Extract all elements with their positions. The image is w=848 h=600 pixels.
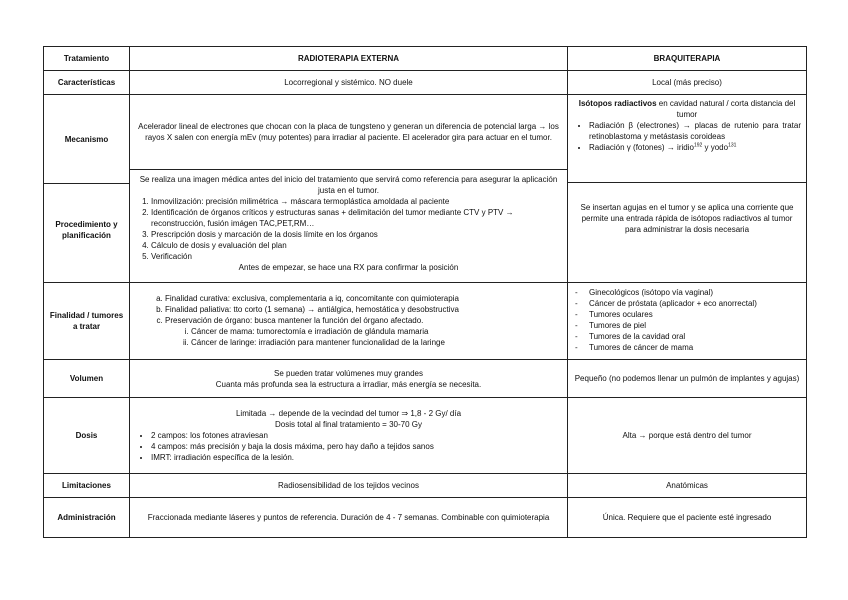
- dosis-list: [135, 430, 562, 463]
- row-volumen: [44, 360, 807, 398]
- tumor-item: - Tumores de la cavidad oral: [575, 331, 801, 342]
- finalidad-subitem: i. Cáncer de mama: tumorectomía e irradiación de glándula mamaria: [191, 326, 562, 337]
- comparison-table: [43, 46, 807, 538]
- header-braquiterapia: BRAQUITERAPIA: [568, 47, 807, 71]
- tumor-item: - Ginecológicos (isótopo vía vaginal): [575, 287, 801, 298]
- row-labels-mecanismo-procedimiento: [44, 95, 130, 283]
- finalidad-item: [165, 315, 562, 348]
- radiacion-beta: • Radiación β (electrones) → placas de rutenio para tratar retinoblastoma y metástasis coroideas: [589, 120, 801, 142]
- finalidad-subitem: ii. Cáncer de laringe: irradiación para mantener funcionalidad de la laringe: [191, 337, 562, 348]
- limitaciones-externa: Radiosensibilidad de los tejidos vecinos: [130, 474, 568, 498]
- procedimiento-step: 1. Inmovilización: precisión milimétrica → máscara termoplástica amoldada al paciente: [151, 196, 562, 207]
- procedimiento-intro: Se realiza una imagen médica antes del inicio del tratamiento que servirá como referencia para asegurar la aplicación justa en el tumor.: [139, 175, 558, 195]
- volumen-externa: [130, 360, 568, 398]
- procedimiento-braqui: Se insertan agujas en el tumor y se aplica una corriente que permite una entrada rápida de isótopos radiactivos al tumor para administrar la dosis necesaria: [580, 202, 794, 234]
- row-label-volumen: Volumen: [44, 360, 130, 398]
- row-dosis: [44, 398, 807, 474]
- procedimiento-steps: [135, 196, 562, 262]
- radiacion-gamma-text: Radiación γ (fotones) → iridio: [589, 143, 694, 152]
- caracteristicas-braqui: Local (más preciso): [568, 71, 807, 95]
- dosis-line-1: Limitada → depende de la vecindad del tumor ⇒ 1,8 - 2 Gy/ día: [235, 409, 462, 418]
- volumen-braqui: Pequeño (no podemos llenar un pulmón de implantes y agujas): [568, 360, 807, 398]
- mecanismo-braqui-list: [573, 120, 801, 153]
- procedimiento-outro: Antes de empezar, se hace una RX para confirmar la posición: [238, 263, 459, 272]
- administracion-braqui: Única. Requiere que el paciente esté ingresado: [568, 498, 807, 538]
- tumor-item: - Tumores oculares: [575, 309, 801, 320]
- row-finalidad: [44, 282, 807, 359]
- procedimiento-step: 3. Prescripción dosis y marcación de la dosis límite en los órganos: [151, 229, 562, 240]
- finalidad-item: a. Finalidad curativa: exclusiva, complementaria a iq, concomitante con quimioterapia: [165, 293, 562, 304]
- row-label-finalidad: Finalidad / tumores a tratar: [44, 282, 130, 359]
- row-label-dosis: Dosis: [44, 398, 130, 474]
- procedimiento-step: 4. Cálculo de dosis y evaluación del plan: [151, 240, 562, 251]
- row-caracteristicas: [44, 71, 807, 95]
- finalidad-list: [135, 293, 562, 348]
- tumor-item: - Tumores de cáncer de mama: [575, 342, 801, 353]
- radiacion-gamma: [589, 142, 801, 153]
- tumor-item: - Cáncer de próstata (aplicador + eco anorrectal): [575, 298, 801, 309]
- volumen-externa-1: Se pueden tratar volúmenes muy grandes: [274, 368, 423, 378]
- mecanismo-braqui-intro: [573, 98, 801, 120]
- header-row: [44, 47, 807, 71]
- yodo-text: y yodo: [702, 143, 729, 152]
- iridio-sup: 192: [693, 142, 703, 149]
- finalidad-item: b. Finalidad paliativa: tto corto (1 semana) → antiálgica, hemostática y desobstructiva: [165, 304, 562, 315]
- administracion-externa: Fraccionada mediante láseres y puntos de referencia. Duración de 4 - 7 semanas. Combinable con quimioterapia: [130, 498, 568, 538]
- caracteristicas-externa: Locorregional y sistémico. NO duele: [130, 71, 568, 95]
- dosis-item: • 4 campos: más precisión y baja la dosis máxima, pero hay daño a tejidos sanos: [151, 441, 562, 452]
- procedimiento-step: 5. Verificación: [151, 251, 562, 262]
- tumor-item: - Tumores de piel: [575, 320, 801, 331]
- isotopos-rest: en cavidad natural / corta distancia del tumor: [656, 99, 796, 119]
- dosis-item: • 2 campos: los fotones atraviesan: [151, 430, 562, 441]
- procedimiento-step: 2. Identificación de órganos críticos y estructuras sanas + delimitación del tumor mediante CTV y PTV → reconstrucción, fusión imágen TAC,PET,RM…: [151, 207, 562, 229]
- finalidad-externa: [130, 282, 568, 359]
- volumen-externa-2: Cuanta más profunda sea la estructura a irradiar, más energía se necesita.: [215, 379, 482, 389]
- dosis-line-2: Dosis total al final tratamiento = 30-70 Gy: [275, 420, 422, 429]
- header-radioterapia-externa: RADIOTERAPIA EXTERNA: [130, 47, 568, 71]
- row-label-limitaciones: Limitaciones: [44, 474, 130, 498]
- dosis-item: • IMRT: irradiación específica de la lesión.: [151, 452, 562, 463]
- row-label-mecanismo: Mecanismo: [44, 95, 129, 184]
- row-limitaciones: [44, 474, 807, 498]
- dosis-braqui: Alta → porque está dentro del tumor: [568, 398, 807, 474]
- finalidad-item-text: Preservación de órgano: busca mantener la función del órgano afectado.: [165, 316, 424, 326]
- isotopos-label: Isótopos radiactivos: [578, 99, 657, 108]
- mecanismo-externa: Acelerador lineal de electrones que chocan con la placa de tungsteno y generan un diferencia de potencial larga → los rayos X salen con energía mEv (muy potentes) para irradiar al paciente. El acelerador gira para actuar en el tumor.: [130, 95, 567, 170]
- mecanismo-braqui: [568, 95, 806, 183]
- finalidad-sublist: [165, 326, 562, 348]
- tumores-list: [573, 287, 801, 353]
- limitaciones-braqui: Anatómicas: [568, 474, 807, 498]
- row-mecanismo-procedimiento: [44, 95, 807, 283]
- mecanismo-procedimiento-braqui: [568, 95, 807, 283]
- row-label-caracteristicas: Características: [44, 71, 130, 95]
- dosis-externa: [130, 398, 568, 474]
- row-label-procedimiento: Procedimiento y planificación: [55, 220, 118, 240]
- finalidad-braqui: [568, 282, 807, 359]
- yodo-sup: 131: [728, 142, 737, 149]
- mecanismo-procedimiento-externa: [130, 95, 568, 283]
- row-label-administracion: Administración: [44, 498, 130, 538]
- row-administracion: [44, 498, 807, 538]
- header-tratamiento: Tratamiento: [44, 47, 130, 71]
